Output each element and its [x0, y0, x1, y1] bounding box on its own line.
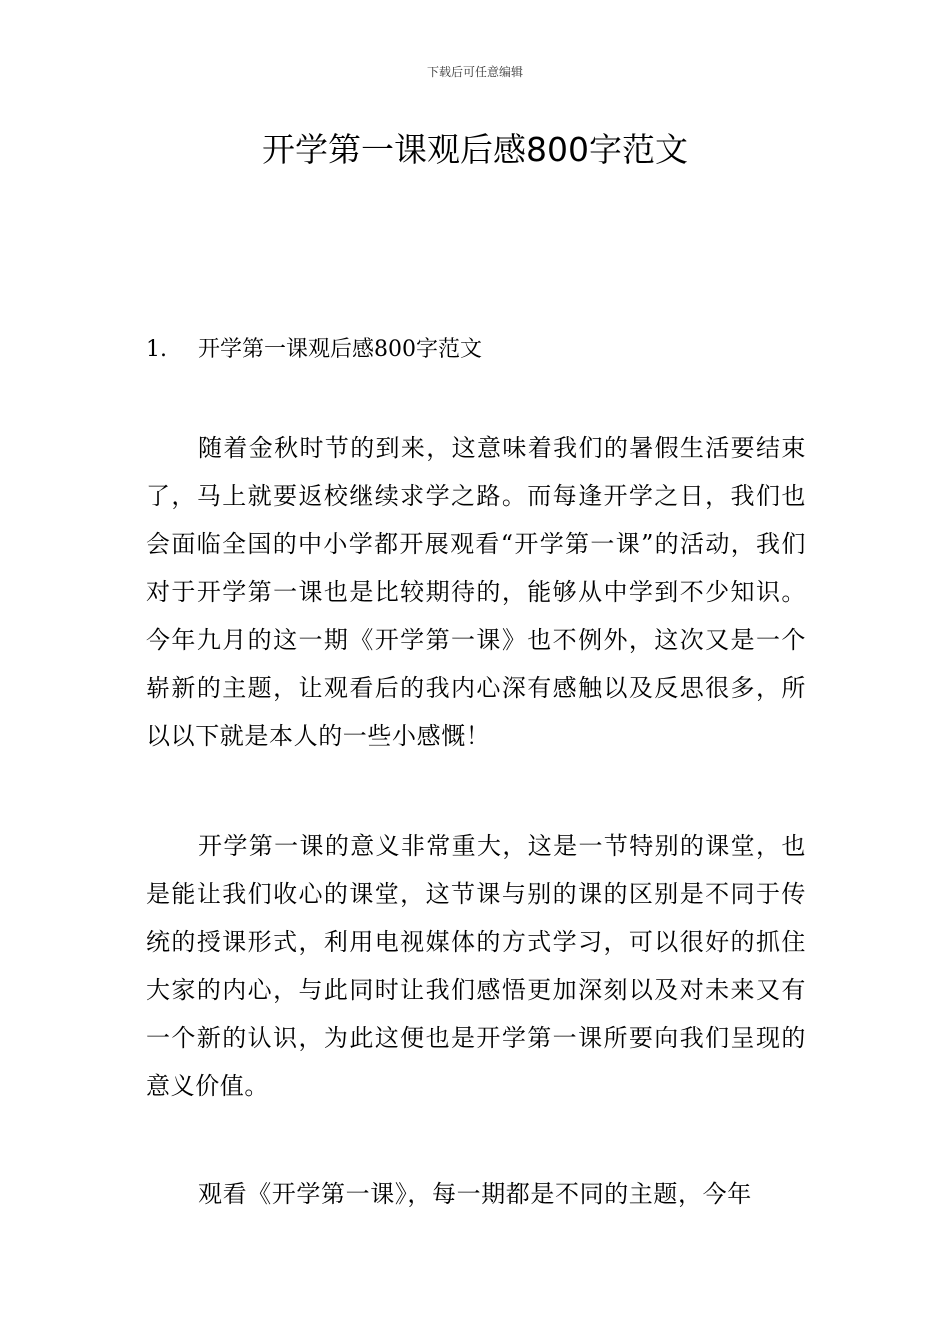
section-heading-text: 开学第一课观后感800字范文 [198, 337, 482, 362]
section-number: 1. [146, 337, 167, 362]
body-paragraph-1: 随着金秋时节的到来，这意味着我们的暑假生活要结束了，马上就要返校继续求学之路。而每逢开学之日，我们也会面临全国的中小学都开展观看“开学第一课”的活动，我们对于开学第一课也是比较期待的，能够从中学到不少知识。今年九月的这一期《开学第一课》也不例外，这次又是一个崭新的主题，让观看后的我内心深有感触以及反思很多，所以以下就是本人的一些小感慨！ [146, 434, 806, 750]
header-note: 下载后可任意编辑 [426, 65, 523, 79]
section-heading [146, 333, 806, 367]
body-paragraph-2: 开学第一课的意义非常重大，这是一节特别的课堂，也是能让我们收心的课堂，这节课与别的课的区别是不同于传统的授课形式，利用电视媒体的方式学习，可以很好的抓住大家的内心，与此同时让我们感悟更加深刻以及对未来又有一个新的认识，为此这便也是开学第一课所要向我们呈现的意义价值。 [146, 832, 806, 1100]
body-paragraph-3: 观看《开学第一课》，每一期都是不同的主题，今年 [198, 1180, 752, 1208]
document-title: 开学第一课观后感800字范文 [262, 130, 688, 169]
